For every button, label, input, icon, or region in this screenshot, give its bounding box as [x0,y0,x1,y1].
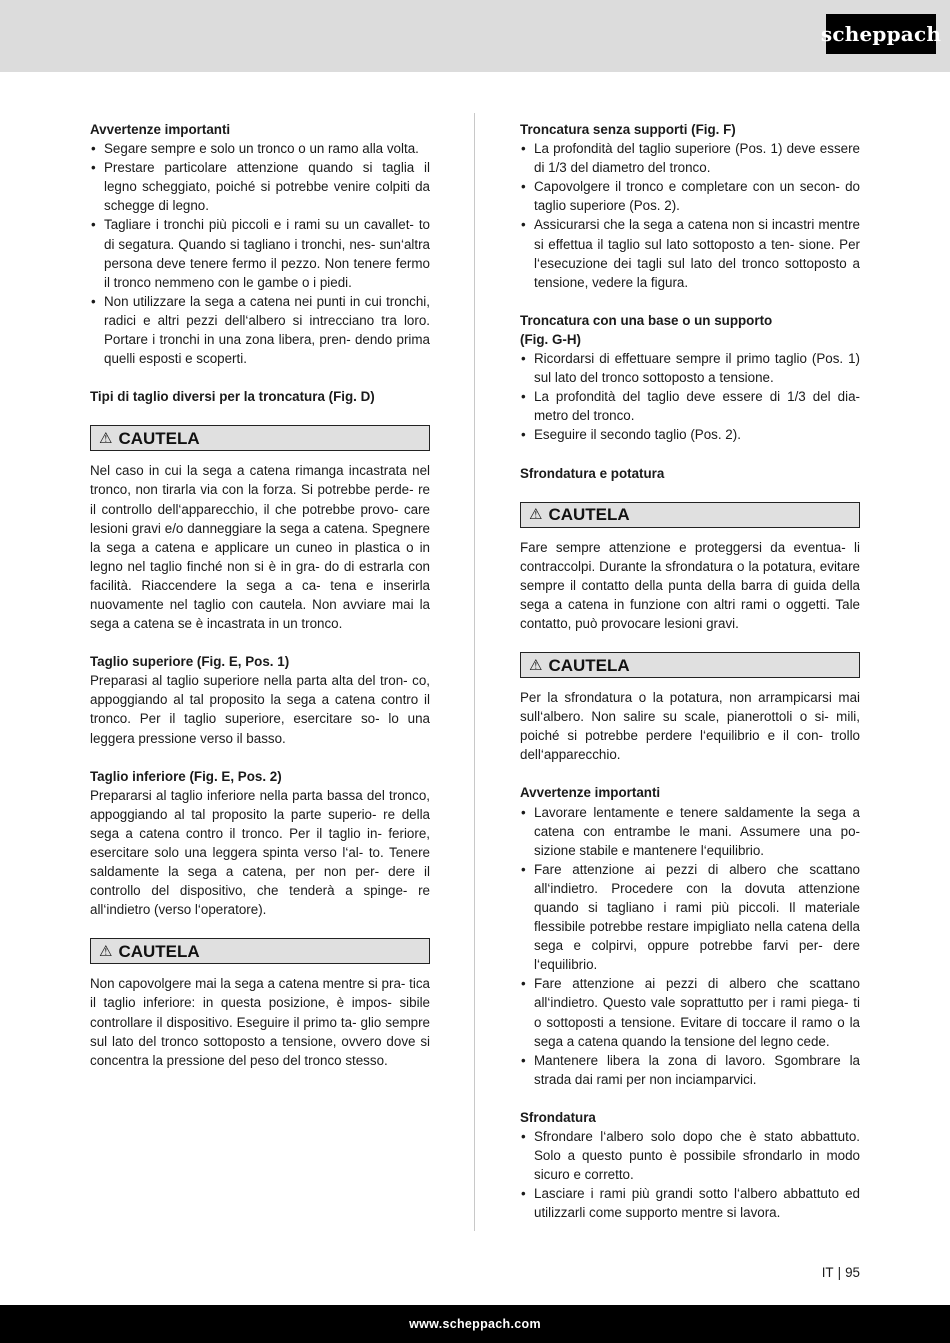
section-title: Taglio inferiore (Fig. E, Pos. 2) [90,768,282,784]
page-separator: | [837,1265,842,1280]
footer-url[interactable]: www.scheppach.com [409,1317,541,1331]
caution-text: Fare sempre attenzione e proteggersi da eventua- li contraccolpi. Durante la sfrondatura o la potatura, evitare sempre il contatto della punta della barra di guida della sega a catena in funzione con altri rami o oggetti. Tale contatto, può provocare lesioni gravi. [520,539,860,631]
list-item: • Sfrondare l‘albero solo dopo che è stato abbattuto. Solo a questo punto è possibile sfrondarlo in modo sicuro e corretto. [520,1127,860,1184]
list-item: • Fare attenzione ai pezzi di albero che scattano all‘indietro. Procedere con la dovuta attenzione quando si tagliano i rami più piccoli. Il materiale flessibile potrebbe restare impigliato nella catena della sega e colpirvi, oppure potrebbe farvi per- dere l‘equilibrio. [520,860,860,975]
caution-box [90,425,430,451]
paragraph: Prepararsi al taglio inferiore nella parta bassa del tronco, appoggiando al tal proposito la parte superio- re della sega a catena contro il tronco. Per il taglio in- feriore, esercitare solo una leggera spinta verso l‘al- to. Tenere saldamente la sega a catena, per non per- dere il controllo del dispositivo, che tenderà a spinge- re all‘indietro (verso l‘operatore). [90,787,430,918]
scheppach-logo [820,14,942,54]
caution-box [520,652,860,678]
section-title: Tipi di taglio diversi per la troncatura (Fig. D) [90,389,375,405]
warning-triangle-icon: ⚠ [99,429,113,447]
section-title-line: (Fig. G-H) [520,331,581,347]
list-item: • Fare attenzione ai pezzi di albero che scattano all‘indietro. Questo vale soprattutto per i rami piega- ti o sottoposti a tensione. Evitare di toccare il ramo o la sega a catena quando la tensione del legno cede. [520,974,860,1050]
section-title: Troncatura senza supporti (Fig. F) [520,122,736,137]
bullet-list [90,139,430,368]
warning-triangle-icon: ⚠ [529,656,543,674]
list-item: • Eseguire il secondo taglio (Pos. 2). [520,425,860,444]
bullet-list [520,1127,860,1222]
footer-bar [0,1305,950,1343]
bullet-list [520,139,860,292]
list-item: • Assicurarsi che la sega a catena non si incastri mentre si effettua il taglio sul lato sottoposto a ten- sione. Per l‘esecuzione dei tagli sul lato del tronco sottoposto a tensione, vedere la figura. [520,215,860,291]
page-number [822,1265,860,1280]
list-item: • Ricordarsi di effettuare sempre il primo taglio (Pos. 1) sul lato del tronco sottoposto a tensione. [520,349,860,387]
section-title: Taglio superiore (Fig. E, Pos. 1) [90,654,290,670]
list-item: • Lasciare i rami più grandi sotto l‘albero abbattuto ed utilizzarli come supporto mentre si lavora. [520,1184,860,1222]
list-item: • Non utilizzare la sega a catena nei punti in cui tronchi, radici e altri pezzi dell‘albero si intrecciano tra loro. Portare i tronchi in una zona libera, pren- dendo prima quelli esposti e scoperti. [90,292,430,368]
caution-label: CAUTELA [118,428,200,448]
page-lang: IT [821,1265,834,1280]
column-divider [474,113,475,1231]
caution-box [90,938,430,964]
list-item: • Prestare particolare attenzione quando si taglia il legno scheggiato, poiché si potrebbe venire colpiti da schegge di legno. [90,158,430,215]
page-number-value: 95 [845,1265,860,1280]
warning-triangle-icon: ⚠ [99,942,113,960]
caution-label: CAUTELA [118,941,200,961]
caution-label: CAUTELA [548,505,630,525]
warning-triangle-icon: ⚠ [529,506,543,524]
section-title-line: Troncatura con una base o un supporto [520,312,773,328]
caution-text: Non capovolgere mai la sega a catena mentre si pra- tica il taglio inferiore: in questa posizione, è impos- sibile controllare il dispositivo. Eseguire il primo ta- glio sempre sul lato del tronco sottoposto a tensione, ovvero dove si concentra la pressione del peso del tronco stesso. [90,976,430,1068]
list-item: • Lavorare lentamente e tenere saldamente la sega a catena con entrambe le mani. Assumere una po- sizione stabile e mantenere l‘equilibrio. [520,803,860,860]
bullet-list [520,803,860,1089]
section-title [520,311,860,349]
caution-text: Nel caso in cui la sega a catena rimanga incastrata nel tronco, non tirarla via con la forza. Si potrebbe perde- re il controllo dell‘apparecchio, il che potrebbe provo- care lesioni gravi e/o danneggiare la sega a catena. Spegnere la sega a catena e applicare un cuneo in plastica o in legno nel taglio finché non si è in gra- do di estrarla con facilità. Riaccendere la sega a ca- tena e inserirla nuovamente nel taglio con cautela. Non avviare mai la sega a catena se è incastrata in un tronco. [90,463,430,632]
paragraph: Preparasi al taglio superiore nella parta alta del tron- co, appoggiando al tal proposito la sega a catena contro il tronco. Per il taglio superiore, esercitare so- lo una leggera pressione verso il basso. [90,673,430,746]
caution-text: Per la sfrondatura o la potatura, non arrampicarsi mai sull‘albero. Non salire su scale, pianerottoli o si- mili, poiché si potrebbe perdere l‘equilibrio e il con- trollo dell‘apparecchio. [520,690,860,763]
list-item: • Mantenere libera la zona di lavoro. Sgombrare la strada dai rami per non inciamparvici. [520,1051,860,1089]
logo-text: scheppach [820,22,942,46]
section-title: Avvertenze importanti [520,785,661,801]
right-column [520,120,860,1223]
section-title: Avvertenze importanti [90,122,231,137]
left-column [90,120,430,1070]
list-item: • La profondità del taglio deve essere di 1/3 del dia- metro del tronco. [520,387,860,425]
header-band [0,0,950,72]
list-item: • La profondità del taglio superiore (Pos. 1) deve essere di 1/3 del diametro del tronco. [520,139,860,177]
bullet-list [520,349,860,444]
list-item: • Tagliare i tronchi più piccoli e i rami su un cavallet- to di segatura. Quando si tagliano i tronchi, nes- sun‘altra persona deve tenere fermo il pezzo. Non tenere fermo il tronco nemmeno con le gambe o i piedi. [90,215,430,291]
section-title: Sfrondatura [520,1109,596,1125]
caution-box [520,502,860,528]
list-item: • Segare sempre e solo un tronco o un ramo alla volta. [90,139,430,158]
list-item: • Capovolgere il tronco e completare con un secon- do taglio superiore (Pos. 2). [520,177,860,215]
section-title: Sfrondatura e potatura [520,465,665,481]
caution-label: CAUTELA [548,655,630,675]
